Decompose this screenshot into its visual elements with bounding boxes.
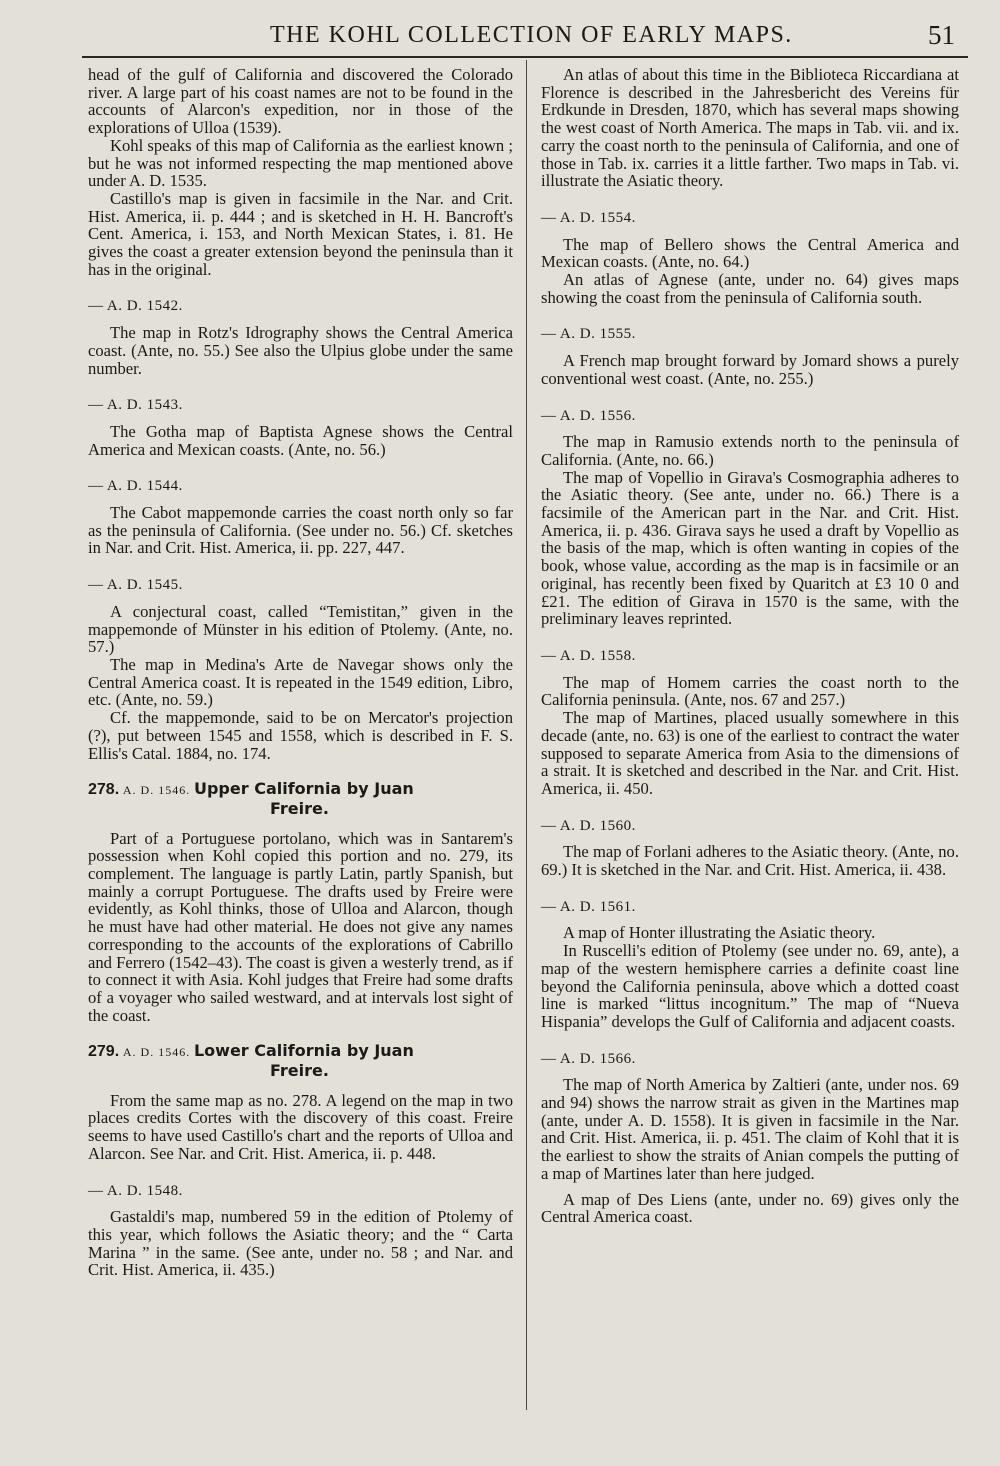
- right-column: [541, 66, 959, 1226]
- date-heading: — A. D. 1554.: [541, 209, 636, 226]
- paragraph: In Ruscelli's edition of Ptolemy (see under no. 69, ante), a map of the western hemisphere carries a definite coast line beyond the California peninsula, above which a dotted coast line is marked “littus incognitum.” The map of “Nueva Hispania” develops the Gulf of California and adjacent coasts.: [541, 941, 959, 1031]
- entry-heading-279: [88, 1042, 513, 1079]
- date-heading: — A. D. 1556.: [541, 407, 636, 424]
- paragraph: An atlas of Agnese (ante, under no. 64) gives maps showing the coast from the peninsula of California south.: [541, 270, 959, 307]
- date-heading: — A. D. 1542.: [88, 298, 183, 315]
- paragraph: The map of North America by Zaltieri (ante, under nos. 69 and 94) shows the narrow strait as given in the Martines map (ante, under A. D. 1558). It is given in facsimile in the Nar. and Crit. Hist. America, ii. p. 451. The claim of Kohl that it is the earliest to show the straits of Anian compels the putting of a map of Martines later than here judged.: [541, 1075, 959, 1183]
- paragraph: Gastaldi's map, numbered 59 in the edition of Ptolemy of this year, which follows the Asiatic theory; and the “ Carta Marina ” in the same. (See ante, under no. 58 ; and Nar. and Crit. Hist. America, ii. 435.): [88, 1207, 513, 1280]
- date-heading: — A. D. 1566.: [541, 1050, 636, 1067]
- date-heading: — A. D. 1545.: [88, 577, 183, 594]
- paragraph: Part of a Portuguese portolano, which was in Santarem's possession when Kohl copied this portion and no. 279, its complement. The language is partly Latin, partly Spanish, but mainly a corrupt Portuguese. The drafts used by Freire were evidently, as Kohl thinks, those of Ulloa and Alarcon, though he must have had other material. He does not give any names corresponding to the accounts of the explorations of Cabrillo and Ferrero (1542–43). The coast is given a westerly trend, as if to connect it with Asia. Kohl judges that Freire had some drafts of a voyager who sailed westward, and at intervals lost sight of the coast.: [88, 828, 514, 1025]
- paragraph: A conjectural coast, called “Temistitan,” given in the mappemonde of Münster in his edition of Ptolemy. (Ante, no. 57.): [88, 601, 513, 657]
- paragraph: Kohl speaks of this map of California as the earliest known ; but he was not informed respecting the map mentioned above under A. D. 1535.: [88, 135, 513, 191]
- paragraph: The map in Rotz's Idrography shows the Central America coast. (Ante, no. 55.) See also the Ulpius globe under the same number.: [88, 323, 513, 378]
- paragraph: The map of Vopellio in Girava's Cosmographia adheres to the Asiatic theory. (See ante, under no. 66.) There is a facsimile of the American part in the Nar. and Crit. Hist. America, ii. p. 436. Girava says he used a draft by Vopellio as the basis of the map, which is often wanting in copies of the book, whose value, according as the map is in facsimile or an original, has recently been fixed by Quaritch at £3 10 0 and £21. The edition of Girava in 1570 is the same, with the preliminary leaves reprinted.: [541, 467, 959, 629]
- column-divider: [526, 60, 527, 1410]
- paragraph: From the same map as no. 278. A legend on the map in two places credits Cortes with the discovery of this coast. Freire seems to have used Castillo's chart and the reports of Ulloa and Alarcon. See Nar. and Crit. Hist. America, ii. p. 448.: [88, 1090, 513, 1163]
- paragraph: The map of Bellero shows the Central America and Mexican coasts. (Ante, no. 64.): [541, 234, 959, 272]
- running-head: THE KOHL COLLECTION OF EARLY MAPS.: [270, 22, 793, 48]
- entry-title-cont: Freire.: [270, 798, 329, 818]
- paragraph: Cf. the mappemonde, said to be on Mercator's projection (?), put between 1545 and 1558, which is described in F. S. Ellis's Catal. 1884, no. 174.: [88, 708, 513, 763]
- entry-number: 278.: [88, 781, 120, 799]
- paragraph: The Gotha map of Baptista Agnese shows the Central America and Mexican coasts. (Ante, no. 56.): [88, 421, 513, 459]
- entry-date: A. D. 1546.: [122, 783, 191, 798]
- date-heading: — A. D. 1555.: [541, 326, 636, 343]
- date-heading: — A. D. 1561.: [541, 898, 636, 915]
- entry-title-cont: Freire.: [270, 1061, 329, 1081]
- paragraph: head of the gulf of California and discovered the Colorado river. A large part of his coast names are not to be found in the accounts of Alarcon's expedition, nor in those of the explorations of Ulloa (1539).: [88, 65, 513, 138]
- date-heading: — A. D. 1543.: [88, 397, 183, 414]
- paragraph: The map in Medina's Arte de Navegar shows only the Central America coast. It is repeated in the 1549 edition, Libro, etc. (Ante, no. 59.): [88, 654, 513, 710]
- page-header: [0, 22, 1000, 52]
- date-heading: — A. D. 1548.: [88, 1182, 183, 1199]
- paragraph: The map in Ramusio extends north to the peninsula of California. (Ante, no. 66.): [541, 432, 959, 469]
- date-heading: — A. D. 1560.: [541, 817, 636, 834]
- date-heading: — A. D. 1544.: [88, 478, 183, 495]
- paragraph: The Cabot mappemonde carries the coast north only so far as the peninsula of California. (See under no. 56.) Cf. sketches in Nar. and Crit. Hist. America, ii. pp. 227, 447.: [88, 503, 513, 558]
- paragraph: The map of Martines, placed usually somewhere in this decade (ante, no. 63) is one of the earliest to contract the water supposed to separate America from Asia to the dimensions of a strait. It is sketched and described in the Nar. and Crit. Hist. America, ii. 450.: [541, 708, 959, 798]
- paragraph: A map of Des Liens (ante, under no. 69) gives only the Central America coast.: [541, 1189, 959, 1227]
- paragraph: Castillo's map is given in facsimile in the Nar. and Crit. Hist. America, ii. p. 444 ; and is sketched in H. H. Bancroft's Cent. America, i. 153, and North Mexican States, i. 81. He gives the coast a greater extension beyond the peninsula than it has in the original.: [88, 188, 513, 279]
- entry-title: Upper California by Juan: [193, 779, 414, 799]
- paragraph: A map of Honter illustrating the Asiatic theory.: [563, 923, 876, 943]
- entry-date: A. D. 1546.: [122, 1045, 191, 1060]
- left-column: [88, 66, 513, 1279]
- entry-heading-278: [88, 780, 513, 817]
- paragraph: The map of Homem carries the coast north to the California peninsula. (Ante, nos. 67 and 257.): [541, 672, 959, 710]
- page-number: 51: [928, 20, 955, 50]
- paragraph: A French map brought forward by Jomard shows a purely conventional west coast. (Ante, no. 255.): [541, 351, 959, 388]
- paragraph: An atlas of about this time in the Biblioteca Riccardiana at Florence is described in the Jahresbericht des Vereins für Erdkunde in Dresden, 1870, which has several maps showing the west coast of North America. The maps in Tab. vii. and ix. carry the coast north to the peninsula of California, and one of those in Tab. ix. carries it a little farther. Two maps in Tab. vi. illustrate the Asiatic theory.: [541, 65, 959, 191]
- header-rule: [82, 56, 968, 58]
- paragraph: The map of Forlani adheres to the Asiatic theory. (Ante, no. 69.) It is sketched in the Nar. and Crit. Hist. America, ii. 438.: [541, 842, 959, 880]
- date-heading: — A. D. 1558.: [541, 647, 636, 664]
- entry-title: Lower California by Juan: [193, 1041, 414, 1061]
- entry-number: 279.: [88, 1043, 120, 1061]
